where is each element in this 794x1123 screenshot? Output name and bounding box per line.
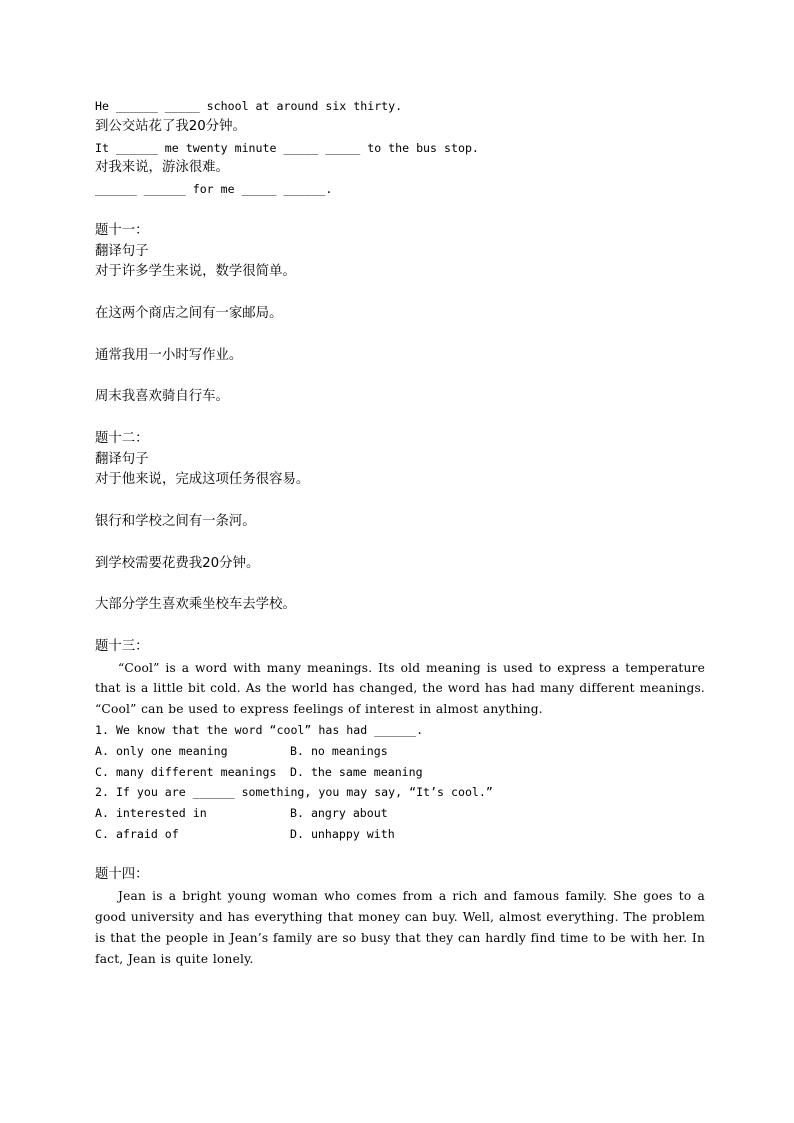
fill-blank-sentence: He ______ _____ school at around six thirty. — [95, 99, 403, 113]
worksheet-page — [95, 96, 705, 969]
reading-passage: “Cool” is a word with many meanings. Its old meaning is used to express a temperature that is a little bit cold. As the world has changed, the word has had many different meanings. “Cool” can be used to express feelings of interest in almost anything. — [95, 660, 705, 717]
translation-item: 大部分学生喜欢乘坐校车去学校。 — [95, 597, 296, 613]
translation-item: 银行和学校之间有一条河。 — [95, 513, 256, 529]
question-11-heading: 题十一： — [95, 222, 149, 238]
option-row — [95, 762, 705, 783]
option-row — [95, 741, 705, 762]
fill-blank-sentence: It ______ me twenty minute _____ _____ to the bus stop. — [95, 140, 479, 155]
translation-item: 对于许多学生来说，数学很简单。 — [95, 264, 296, 280]
option-b: B. no meanings — [290, 743, 388, 758]
question-11-instruction: 翻译句子 — [95, 243, 149, 259]
option-d: D. the same meaning — [290, 764, 423, 779]
option-c: C. afraid of — [95, 826, 179, 841]
fill-blank-sentence: ______ ______ for me _____ ______. — [95, 182, 333, 197]
chinese-prompt: 到公交站花了我20分钟。 — [95, 118, 246, 134]
question-14-heading: 题十四： — [95, 867, 149, 883]
question-12-heading: 题十二： — [95, 430, 149, 446]
translation-item: 对于他来说，完成这项任务很容易。 — [95, 472, 310, 488]
option-c: C. many different meanings — [95, 764, 277, 779]
question-13-heading: 题十三： — [95, 638, 149, 654]
translation-item: 周末我喜欢骑自行车。 — [95, 389, 229, 405]
chinese-prompt: 对我来说，游泳很难。 — [95, 160, 229, 176]
option-row — [95, 824, 705, 845]
option-a: A. only one meaning — [95, 743, 228, 758]
option-b: B. angry about — [290, 806, 388, 821]
option-a: A. interested in — [95, 806, 207, 821]
translation-item: 通常我用一小时写作业。 — [95, 347, 243, 363]
question-stem: 1. We know that the word “cool” has had ______. — [95, 722, 424, 737]
question-12-instruction: 翻译句子 — [95, 451, 149, 467]
question-stem: 2. If you are ______ something, you may say, “It’s cool.” — [95, 785, 493, 800]
option-row — [95, 803, 705, 824]
reading-passage: Jean is a bright young woman who comes from a rich and famous family. She goes to a good university and has everything that money can buy. Well, almost everything. The problem is that the people in Jean’s family are so busy that they can hardly find time to be with her. In fact, Jean is quite lonely. — [95, 889, 705, 966]
option-d: D. unhappy with — [290, 826, 395, 841]
translation-item: 在这两个商店之间有一家邮局。 — [95, 305, 283, 321]
translation-item: 到学校需要花费我20分钟。 — [95, 555, 260, 571]
